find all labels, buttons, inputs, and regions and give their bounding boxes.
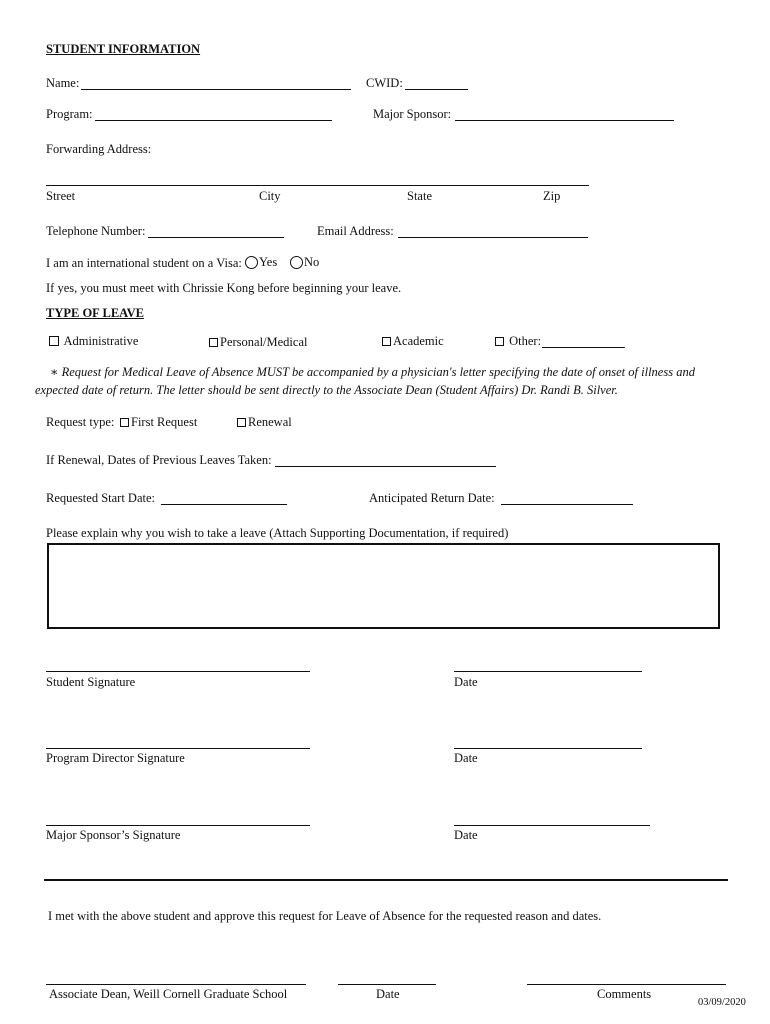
start-date-field-line[interactable] [161,504,287,505]
student-signature-line[interactable] [46,671,310,672]
first-request-checkbox[interactable] [120,418,129,427]
program-label: Program: [46,107,93,121]
student-date-label: Date [454,675,478,689]
name-field-line[interactable] [81,89,351,90]
zip-label: Zip [543,189,561,203]
major-sponsor-field-line[interactable] [455,120,674,121]
renewal-label: Renewal [248,415,292,429]
dean-date-label: Date [376,987,400,1001]
major-sponsor-signature-label: Major Sponsor’s Signature [46,828,181,842]
leave-option-other[interactable] [495,335,541,348]
academic-label: Academic [393,334,444,348]
personal-medical-checkbox[interactable] [209,338,218,347]
academic-checkbox[interactable] [382,337,391,346]
dean-date-line[interactable] [338,984,436,985]
email-label: Email Address: [317,224,394,238]
leave-option-personal-medical[interactable] [209,336,307,349]
program-director-signature-label: Program Director Signature [46,751,185,765]
administrative-label: Administrative [63,334,139,348]
administrative-checkbox[interactable] [49,336,59,346]
telephone-label: Telephone Number: [46,224,146,238]
telephone-field-line[interactable] [148,237,284,238]
visa-question: I am an international student on a Visa: [46,256,242,270]
program-director-signature-line[interactable] [46,748,310,749]
visa-yes-label: Yes [259,255,278,269]
program-director-date-label: Date [454,751,478,765]
medical-note-line-1: ∗ Request for Medical Leave of Absence MUST be accompanied by a physician's letter specifying the date of onset of illness and [50,365,695,379]
personal-medical-label: Personal/Medical [220,335,308,349]
student-date-line[interactable] [454,671,642,672]
explain-label: Please explain why you wish to take a leave (Attach Supporting Documentation, if required) [46,526,509,540]
renewal-checkbox[interactable] [237,418,246,427]
cwid-label: CWID: [366,76,403,90]
request-renewal-option[interactable] [237,416,292,429]
state-label: State [407,189,432,203]
city-label: City [259,189,281,203]
renewal-dates-field-line[interactable] [275,466,496,467]
other-label: Other: [509,334,542,348]
section-divider [44,879,728,881]
leave-option-administrative[interactable] [49,335,138,348]
student-information-heading: STUDENT INFORMATION [46,42,201,56]
visa-note: If yes, you must meet with Chrissie Kong before beginning your leave. [46,281,402,295]
program-director-date-line[interactable] [454,748,642,749]
leave-option-academic[interactable] [382,335,444,348]
other-field-line[interactable] [542,347,625,348]
dean-signature-line[interactable] [46,984,306,985]
visa-no-radio[interactable] [290,256,303,269]
renewal-dates-label: If Renewal, Dates of Previous Leaves Taken: [46,453,272,467]
student-signature-label: Student Signature [46,675,136,689]
major-sponsor-date-line[interactable] [454,825,650,826]
medical-note-line-2: expected date of return. The letter should be sent directly to the Associate Dean (Student Affairs) Dr. Randi B. Silver. [35,383,618,397]
approval-statement: I met with the above student and approve this request for Leave of Absence for the requested reason and dates. [48,909,602,923]
comments-line[interactable] [527,984,726,985]
first-request-label: First Request [131,415,198,429]
email-field-line[interactable] [398,237,588,238]
revision-date: 03/09/2020 [698,997,746,1008]
visa-yes-radio[interactable] [245,256,258,269]
return-date-label: Anticipated Return Date: [369,491,495,505]
return-date-field-line[interactable] [501,504,633,505]
major-sponsor-label: Major Sponsor: [373,107,452,121]
major-sponsor-date-label: Date [454,828,478,842]
start-date-label: Requested Start Date: [46,491,155,505]
program-field-line[interactable] [95,120,332,121]
request-first-option[interactable] [120,416,197,429]
explanation-textarea[interactable] [47,543,720,629]
visa-yes-option[interactable] [245,256,277,269]
visa-no-label: No [304,255,320,269]
visa-no-option[interactable] [290,256,319,269]
forwarding-address-label: Forwarding Address: [46,142,152,156]
comments-label: Comments [597,987,652,1001]
request-type-label: Request type: [46,415,115,429]
dean-signature-label: Associate Dean, Weill Cornell Graduate School [49,987,288,1001]
type-of-leave-heading: TYPE OF LEAVE [46,306,144,320]
major-sponsor-signature-line[interactable] [46,825,310,826]
cwid-field-line[interactable] [405,89,468,90]
other-checkbox[interactable] [495,337,504,346]
forwarding-address-line[interactable] [46,185,589,186]
street-label: Street [46,189,76,203]
name-label: Name: [46,76,80,90]
